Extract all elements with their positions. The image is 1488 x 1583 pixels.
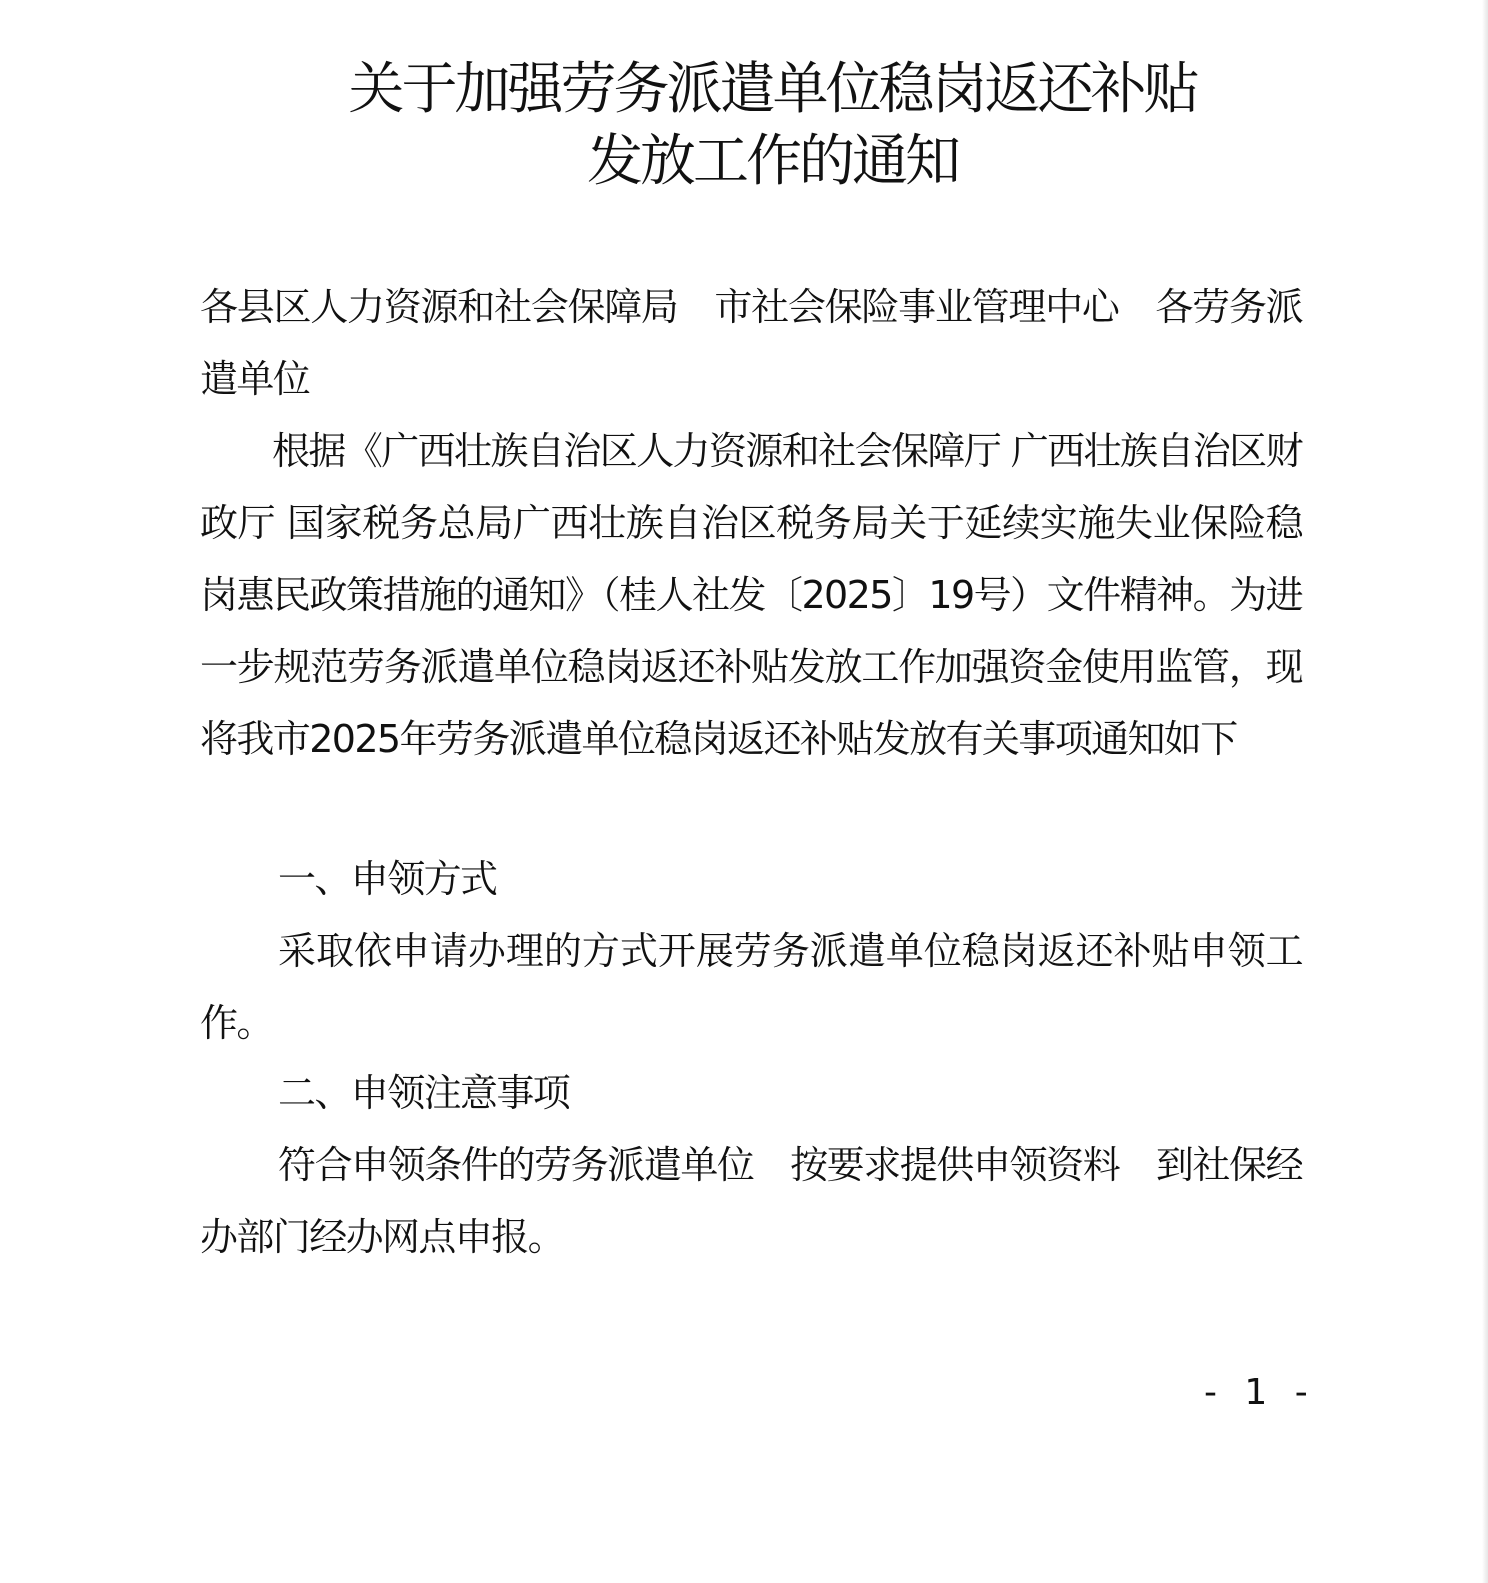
paragraph-basis: 根据《广西壮族自治区人力资源和社会保障厅 广西壮族自治区财政厅 国家税务总局广西壮族自治区税务局关于延续实施失业保险稳岗惠民政策措施的通知》（桂人社发〔2025〕19号）文件精神。为进一步规范劳务派遣单位稳岗返还补贴发放工作加强资金使用监管，现将我市2025年劳务派遣单位稳岗返还补贴发放有关事项通知如下 [200, 429, 1302, 761]
page-number: - 1 - [1204, 1372, 1316, 1413]
addressee: 各县区人力资源和社会保障局 市社会保险事业管理中心 各劳务派遣单位 [200, 285, 1302, 401]
section-1-heading: 一、申领方式 [278, 857, 497, 901]
section-1-text: 采取依申请办理的方式开展劳务派遣单位稳岗返还补贴申领工作。 [200, 929, 1302, 1045]
section-2-text: 符合申领条件的劳务派遣单位 按要求提供申领资料 到社保经办部门经办网点申报。 [200, 1143, 1302, 1259]
document-title-line-1: 关于加强劳务派遣单位稳岗返还补贴 [348, 57, 1197, 122]
section-2-heading: 二、申领注意事项 [278, 1071, 570, 1115]
document-title-line-2: 发放工作的通知 [587, 129, 958, 194]
page-edge [1482, 0, 1488, 1583]
